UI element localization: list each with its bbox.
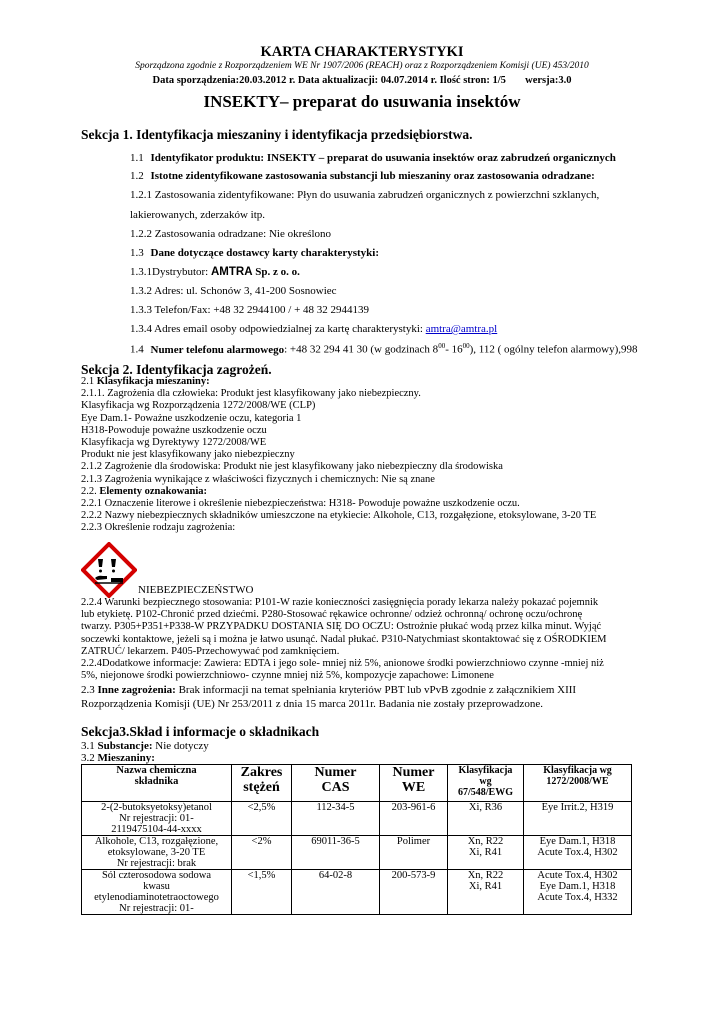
table-cell <box>448 836 524 870</box>
cell-line: Nr rejestracji: brak <box>116 858 197 869</box>
composition-table <box>81 764 632 915</box>
cell-line: etoksylowane, 3-20 TE <box>107 847 206 858</box>
s3-line-3-2 <box>81 752 155 764</box>
s2-line <box>81 425 267 436</box>
cell-line: <1,5% <box>247 870 276 881</box>
s1-l6-text: Dane dotyczące dostawcy karty charakterystyki: <box>150 247 380 259</box>
s3-l2-pre: 3.2 <box>81 752 98 764</box>
s1-line-1-2-2: 1.2.2 Zastosowania odradzane: Nie określono <box>130 228 331 240</box>
header-line: Zakres <box>240 765 283 780</box>
corrosion-pictogram-icon <box>81 542 137 598</box>
cell-line: 64-02-8 <box>318 870 353 881</box>
cell-line: <2% <box>251 836 272 847</box>
s1-line-1-2-1: 1.2.1 Zastosowania zidentyfikowane: Płyn do usuwania zabrudzeń organicznych z powierzchni szklanych, <box>130 189 600 201</box>
table-header-cell <box>292 765 380 802</box>
cell-line: Xi, R41 <box>468 847 503 858</box>
s3-l1-bold: Substancje: <box>97 740 153 752</box>
cell-line: Xi, R36 <box>468 802 503 813</box>
alarm-text-c: ), 112 ( ogólny telefon alarmowy),998 <box>469 343 638 356</box>
header-line: wg <box>479 776 492 787</box>
header-line: Numer <box>314 765 357 780</box>
distributor-label: 1.3.1Dystrybutor: <box>130 266 211 278</box>
table-body <box>82 802 632 915</box>
s3-line-3-1 <box>81 740 209 752</box>
s1-line-1-2 <box>130 170 595 182</box>
s2-precaution-line: 5%, niejonowe środki powierzchniowo- czynne mniej niż 5%, kompozycje zapachowe: Limonene <box>81 670 494 682</box>
s2-line <box>81 376 210 387</box>
table-cell <box>448 802 524 836</box>
s2-line-text: 2.1.1. Zagrożenia dla człowieka: Produkt jest klasyfikowany jako niebezpieczny. <box>81 388 421 400</box>
s3-l1-post: Nie dotyczy <box>152 740 209 752</box>
s2-line-text: 2.2. <box>81 485 100 497</box>
document-subtitle: Sporządzona zgodnie z Rozporządzeniem WE Nr 1907/2006 (REACH) oraz z Rozporządzeniem Komisji (UE) 453/2010 <box>135 61 589 71</box>
s2-line-text: 2.1 <box>81 376 97 387</box>
cell-line: Acute Tox.4, H332 <box>537 892 618 903</box>
table-header-cell <box>448 765 524 802</box>
table-cell <box>292 802 380 836</box>
cell-line: Xi, R41 <box>468 881 503 892</box>
s1-line-1-2-1-cont: lakierowanych, zderzaków itp. <box>130 209 265 221</box>
cell-line: Nr rejestracji: 01- <box>119 903 194 914</box>
cell-line: Sól czterosodowa sodowa <box>101 870 212 881</box>
s2-precaution-line: twarzy. P305+P351+P338-W PRZYPADKU DOSTANIA SIĘ DO OCZU: Ostrożnie płukać wodą przez kilka minut. Wyjąć <box>81 621 602 633</box>
cell-line: Nr rejestracji: 01- <box>119 813 194 824</box>
table-cell <box>524 836 632 870</box>
section-1-heading: Sekcja 1. Identyfikacja mieszaniny i identyfikacja przedsiębiorstwa. <box>81 127 473 142</box>
s2-precaution-line: soczewki kontaktowe, jeżeli są i można je łatwo usunąć. Nadal płukać. P310-Natychmiast skontaktować się z OŚRODKIEM <box>81 633 607 645</box>
table-cell <box>82 802 232 836</box>
alarm-sup-1: 00 <box>438 342 446 350</box>
table-row <box>82 836 632 870</box>
s2-line-text: Produkt nie jest klasyfikowany jako niebezpieczny <box>81 449 295 461</box>
table-header-cell <box>524 765 632 802</box>
cell-line: Eye Dam.1, H318 <box>539 881 616 892</box>
table-cell <box>292 870 380 915</box>
s2-line <box>81 498 520 509</box>
header-line: 1272/2008/WE <box>546 776 609 787</box>
distributor-suffix: Sp. z o. o. <box>252 266 300 278</box>
s2-line-text: 2.2.1 Oznaczenie literowe i określenie niebezpieczeństwa: H318- Powoduje poważne uszkodzenie oczu. <box>81 498 520 509</box>
cell-line: Alkohole, C13, rozgałęzione, <box>94 836 219 847</box>
header-line: 67/548/EWG <box>457 787 513 798</box>
cell-line: 2119475104-44-xxxx <box>111 824 202 835</box>
section-2-heading: Sekcja 2. Identyfikacja zagrożeń. <box>81 362 272 377</box>
s2-line <box>81 474 435 485</box>
alarm-text-a: : +48 32 294 41 30 (w godzinach 8 <box>284 343 439 356</box>
s1-l6-num: 1.3 <box>130 247 144 259</box>
cell-line: 69011-36-5 <box>311 836 360 847</box>
s1-line-1-1 <box>130 152 616 164</box>
s1-l2-num: 1.2 <box>130 170 144 182</box>
s3-l1-pre: 3.1 <box>81 740 98 752</box>
s1-l1-text: Identyfikator produktu: INSEKTY – preparat do usuwania insektów oraz zabrudzeń organicznych <box>150 152 616 164</box>
s2-line-text: Klasyfikacja wg Dyrektywy 1272/2008/WE <box>81 437 267 448</box>
header-line: stężeń <box>243 780 280 795</box>
s1-line-1-4 <box>130 342 638 356</box>
header-line: Nazwa chemiczna <box>116 765 197 776</box>
s2-line-text: 2.2.2 Nazwy niebezpiecznych składników umieszczone na etykiecie: Alkohole, C13, rozgałęzione, etoksylowane, 3-20 TE <box>81 510 597 522</box>
table-cell <box>82 836 232 870</box>
table-header-row <box>82 765 632 802</box>
header-line: CAS <box>321 780 350 795</box>
s2-line <box>81 486 207 497</box>
s1-l1-num: 1.1 <box>130 152 144 164</box>
alarm-sup-2: 00 <box>462 342 470 350</box>
cell-line: 2-(2-butoksyetoksy)etanol <box>101 802 212 813</box>
header-line: Klasyfikacja wg <box>543 765 612 776</box>
s2-line-text: 2.1.3 Zagrożenia wynikające z właściwości fizycznych i chemicznych: Nie są znane <box>81 473 435 485</box>
cell-line: <2,5% <box>247 802 276 813</box>
table-cell <box>380 836 448 870</box>
s2-line <box>81 437 266 448</box>
table-cell <box>232 802 292 836</box>
s2-line <box>81 388 421 399</box>
s2-l23-post: Brak informacji na temat spełniania kryteriów PBT lub vPvB zgodnie z załącznikiem XIII <box>175 684 577 696</box>
s2-line-2-3 <box>81 684 576 696</box>
s2-line-bold: Klasyfikacja mieszaniny: <box>96 376 210 387</box>
s2-precaution-line: 2.2.4Dodatkowe informacje: Zawiera: EDTA i jego sole- mniej niż 5%, anionowe środki powierzchniowo czynne -mniej niż <box>81 658 604 669</box>
amtra-logo: AMTRA <box>210 266 253 278</box>
table-cell <box>448 870 524 915</box>
cell-line: Xn, R22 <box>467 836 504 847</box>
cell-line: Xn, R22 <box>467 870 504 881</box>
s1-line-1-3-2: 1.3.2 Adres: ul. Schonów 3, 41-200 Sosnowiec <box>130 285 337 297</box>
email-link[interactable]: amtra@amtra.pl <box>425 323 498 335</box>
table-header-cell <box>232 765 292 802</box>
s2-line <box>81 413 301 424</box>
table-row <box>82 802 632 836</box>
cell-line: 200-573-9 <box>391 870 436 881</box>
s3-l2-bold: Mieszaniny: <box>97 752 155 764</box>
table-cell <box>232 870 292 915</box>
s1-line-1-3-1 <box>130 266 300 278</box>
cell-line: etylenodiaminotetraoctowego <box>94 892 219 903</box>
header-line: składnika <box>134 776 179 787</box>
table-header-cell <box>380 765 448 802</box>
signal-word: NIEBEZPIECZEŃSTWO <box>138 584 254 596</box>
header-line: Klasyfikacja <box>458 765 513 776</box>
cell-line: 203-961-6 <box>391 802 436 813</box>
s1-line-1-3-3: 1.3.3 Telefon/Fax: +48 32 2944100 / + 48 32 2944139 <box>130 304 370 316</box>
section-3-heading: Sekcja3.Skład i informacje o składnikach <box>81 724 320 739</box>
table-cell <box>380 802 448 836</box>
s2-line <box>81 522 235 533</box>
email-label: 1.3.4 Adres email osoby odpowiedzialnej za kartę charakterystyki: <box>130 323 426 335</box>
table-cell <box>82 870 232 915</box>
s1-line-1-3-4 <box>130 323 497 335</box>
table-row <box>82 870 632 915</box>
s2-line-bold: Elementy oznakowania: <box>99 485 207 497</box>
cell-line: Eye Dam.1, H318 <box>539 836 616 847</box>
s1-l2-text: Istotne zidentyfikowane zastosowania substancji lub mieszaniny oraz zastosowania odradzane: <box>150 170 595 182</box>
cell-line: 112-34-5 <box>316 802 355 813</box>
document-title: KARTA CHARAKTERYSTYKI <box>260 44 464 60</box>
header-line: WE <box>401 780 426 795</box>
s2-line-2-3-cont: Rozporządzenia Komisji (UE) Nr 253/2011 z dnia 15 marca 2011r. Badania nie zostały przeprowadzone. <box>81 698 543 710</box>
table-cell <box>380 870 448 915</box>
alarm-text-b: - 16 <box>445 343 463 356</box>
s1-line-1-3 <box>130 247 379 259</box>
s2-line <box>81 510 596 521</box>
table-cell <box>292 836 380 870</box>
alarm-label: Numer telefonu alarmowego <box>150 343 285 356</box>
s2-line-text: 2.1.2 Zagrożenie dla środowiska: Produkt nie jest klasyfikowany jako niebezpieczny dla środowiska <box>81 461 503 473</box>
s1-l11-num: 1.4 <box>130 343 144 356</box>
table-cell <box>524 870 632 915</box>
table-cell <box>232 836 292 870</box>
s2-line-text: Klasyfikacja wg Rozporządzenia 1272/2008/WE (CLP) <box>81 400 316 412</box>
document-dates <box>0 75 724 86</box>
s2-line-text: 2.2.3 Określenie rodzaju zagrożenia: <box>81 522 236 534</box>
header-line: Numer <box>392 765 435 780</box>
cell-line: Eye Irrit.2, H319 <box>541 802 614 813</box>
cell-line: kwasu <box>143 881 170 892</box>
s2-precaution-line: lub etykietę. P102-Chronić przed dziećmi. P280-Stosować rękawice ochronne/ odzież ochronną/ ochronę oczu/ochronę <box>81 609 583 621</box>
s2-line <box>81 449 295 460</box>
s2-line-text: H318-Powoduje poważne uszkodzenie oczu <box>81 424 267 436</box>
s2-line-text: Eye Dam.1- Poważne uszkodzenie oczu, kategoria 1 <box>81 412 302 424</box>
s2-l23-pre: 2.3 <box>81 684 98 696</box>
cell-line: Acute Tox.4, H302 <box>537 847 618 858</box>
s2-precaution-line: 2.2.4 Warunki bezpiecznego stosowania: P101-W razie konieczności zasięgnięcia porady lekarza należy pokazać pojemnik <box>81 597 599 608</box>
table-header-cell <box>82 765 232 802</box>
product-title: INSEKTY– preparat do usuwania insektów <box>203 92 521 111</box>
table-cell <box>524 802 632 836</box>
s2-line <box>81 400 315 411</box>
s2-line <box>81 461 503 472</box>
s2-precaution-line: ZATRUĆ/ lekarzem. P405-Przechowywać pod zamknięciem. <box>81 645 340 657</box>
cell-line: Acute Tox.4, H302 <box>537 870 618 881</box>
version-text: wersja:3.0 <box>525 75 572 86</box>
cell-line: Polimer <box>396 836 431 847</box>
dates-text: Data sporządzenia:20.03.2012 r. Data aktualizacji: 04.07.2014 r. Ilość stron: 1/5 <box>152 75 506 86</box>
s2-l23-bold: Inne zagrożenia: <box>97 684 176 696</box>
